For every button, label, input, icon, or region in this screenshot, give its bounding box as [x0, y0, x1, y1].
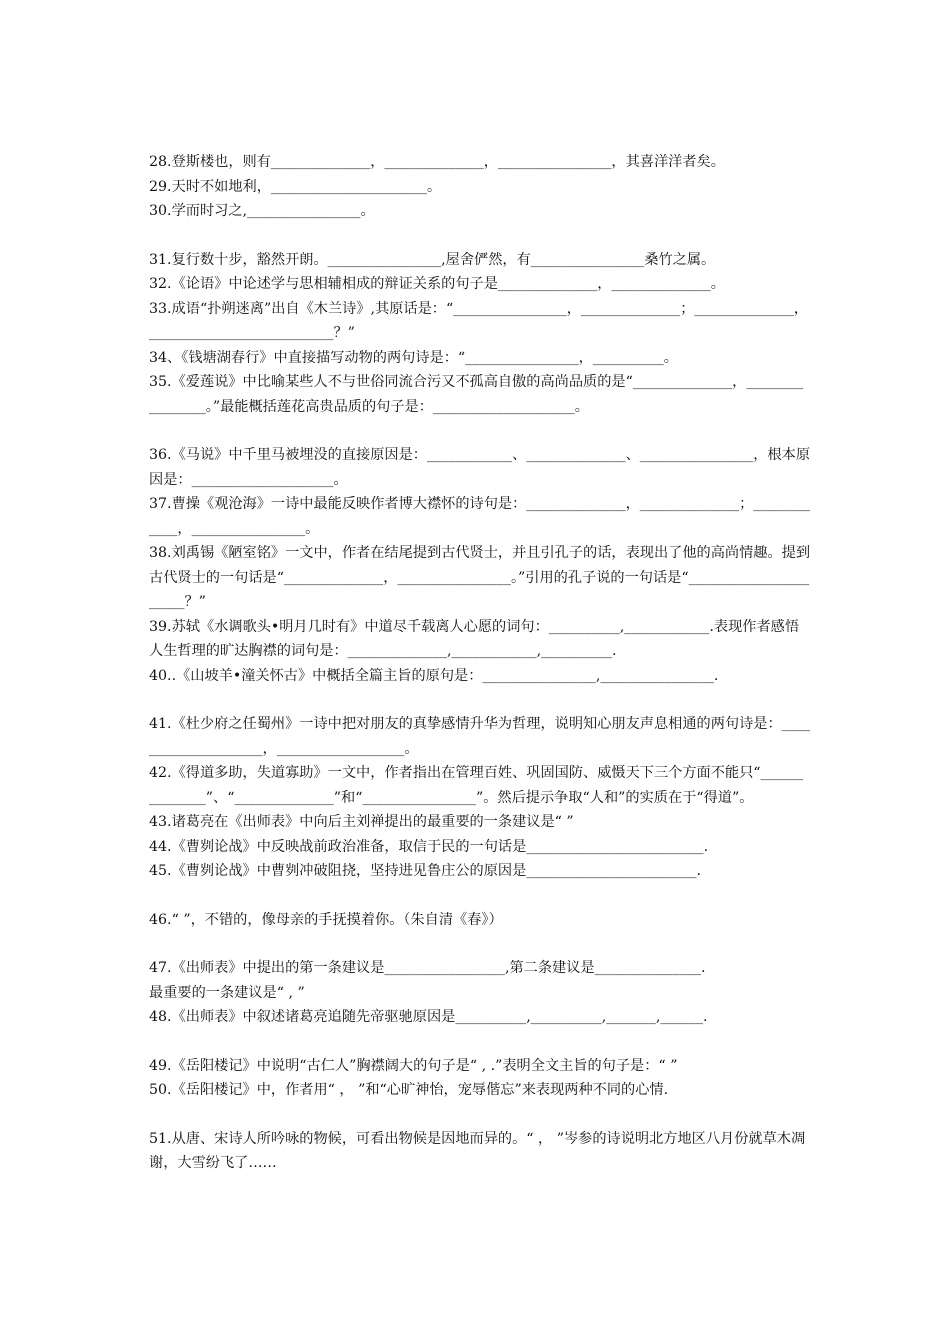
question-48: 48.《出师表》中叙述诸葛亮追随先帝驱驰原因是__________,__________,_______,______. — [149, 1009, 708, 1025]
question-51: 51.从唐、宋诗人所吟咏的物候，可看出物候是因地而异的。“ ， ”岑参的诗说明北方地区八月份就草木凋谢，大雪纷飞了…… — [149, 1130, 806, 1171]
question-34: 34、《钱塘湖春行》中直接描写动物的两句诗是：“________________，__________。 — [149, 349, 678, 366]
question-50: 50.《岳阳楼记》中，作者用“ ， ”和“心旷神怡，宠辱偕忘”来表现两种不同的心情. — [149, 1082, 669, 1098]
question-44: 44.《曹刿论战》中反映战前政治准备，取信于民的一句话是_________________________. — [149, 838, 709, 855]
question-46: 46.“ ”，不错的，像母亲的手抚摸着你。（朱自清《春》） — [149, 911, 503, 928]
spacer — [145, 1030, 810, 1054]
spacer — [145, 688, 810, 712]
question-33: 33.成语“扑朔迷离”出自《木兰诗》,其原话是：“________________，______________；______________，__________________________？” — [149, 300, 808, 341]
question-30: 30.学而时习之,________________。 — [149, 203, 375, 219]
question-29: 29.天时不如地利，______________________。 — [149, 178, 442, 195]
question-31: 31.复行数十步，豁然开朗。________________,屋舍俨然，有________________桑竹之属。 — [149, 251, 716, 268]
question-42: 42.《得道多助，失道寡助》一文中，作者指出在管理百姓、巩固国防、威慑天下三个方面不能只“______________”、“______________”和“________________”。然后提示争取“人和”的实质在于“得道”。 — [149, 765, 804, 806]
question-37: 37.曹操《观沧海》一诗中最能反映作者博大襟怀的诗句是：______________，______________；____________，________________。 — [149, 496, 811, 537]
spacer — [145, 419, 810, 443]
question-43: 43.诸葛亮在《出师表》中向后主刘禅提出的最重要的一条建议是“ ” — [149, 814, 574, 830]
question-40: 40..《山坡羊•潼关怀古》中概括全篇主旨的原句是：________________,________________. — [149, 667, 719, 684]
spacer — [145, 884, 810, 908]
question-49: 49.《岳阳楼记》中说明“古仁人”胸襟阔大的句子是“ , .”表明全文主旨的句子是：“ ” — [149, 1057, 678, 1074]
question-32: 32.《论语》中论述学与思相辅相成的辩证关系的句子是______________，______________。 — [149, 276, 725, 292]
question-38: 38.刘禹锡《陋室铭》一文中，作者在结尾提到古代贤士，并且引孔子的话，表现出了他的高尚情趣。提到古代贤士的一句话是“______________，________________。”引用的孔子说的一句话是“______________________？” — [149, 545, 811, 610]
worksheet-page — [145, 150, 810, 1176]
question-47: 47.《出师表》中提出的第一条建议是_________________,第二条建议是_______________. — [149, 960, 706, 976]
question-36: 36.《马说》中千里马被埋没的直接原因是：____________、______________、________________，根本原因是：____________________。 — [149, 447, 811, 488]
question-47-cont: 最重要的一条建议是“ , ” — [149, 984, 305, 1001]
question-41: 41.《杜少府之任蜀州》一诗中把对朋友的真挚感情升华为哲理，说明知心朋友声息相通的两句诗是：____________________，__________________。 — [149, 716, 811, 757]
question-39: 39.苏轼《水调歌头•明月几时有》中道尽千载离人心愿的词句：__________,____________.表现作者感悟人生哲理的旷达胸襟的词句是：______________,____________,__________. — [149, 618, 800, 659]
question-35: 35.《爱莲说》中比喻某些人不与世俗同流合污又不孤高自傲的高尚品质的是“______________，________________。”最能概括莲花高贵品质的句子是：____________________。 — [149, 374, 804, 415]
question-28: 28.登斯楼也，则有______________，______________，________________，其喜洋洋者矣。 — [149, 154, 725, 170]
question-45: 45.《曹刿论战》中曹刿冲破阻挠，坚持进见鲁庄公的原因是________________________. — [149, 863, 702, 879]
spacer — [145, 224, 810, 248]
spacer — [145, 1103, 810, 1127]
spacer — [145, 932, 810, 956]
